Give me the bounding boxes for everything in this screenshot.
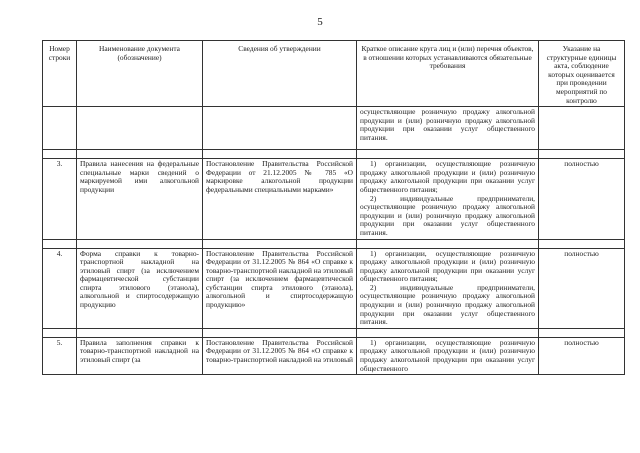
header-approval-info: Сведения об утверждении xyxy=(203,41,357,107)
document-name: Форма справки к товарно-транспортной накладной на этиловый спирт (за исключением фармацевтической субстанции спирта этилового (этанола), алкогольной и спиртосодержащую продукцию xyxy=(77,248,203,328)
scope-description xyxy=(357,159,539,239)
continuation-description xyxy=(357,107,539,150)
header-document-name: Наименование документа (обозначение) xyxy=(77,41,203,107)
scope-description xyxy=(357,248,539,328)
table-row xyxy=(43,159,625,239)
page-number: 5 xyxy=(317,16,323,28)
row-number: 5. xyxy=(43,337,77,374)
document-name: Правила нанесения на федеральные специальные марки сведений о маркируемой ими алкогольной продукции xyxy=(77,159,203,239)
scope-item-organizations: 1) организации, осуществляющие розничную продажу алкогольной продукции и (или) розничную продажу алкогольной продукции при оказании услуг общественного питания; xyxy=(360,248,535,284)
header-structural-units: Указание на структурные единицы акта, соблюдение которых оценивается при проведении мероприятий по контролю xyxy=(539,41,625,107)
approval-info: Постановление Правительства Российской Федерации от 21.12.2005 № 785 «О маркировке алкогольной продукции федеральными специальными марками» xyxy=(203,159,357,239)
structural-units: полностью xyxy=(539,337,625,374)
structural-units: полностью xyxy=(539,159,625,239)
row-number: 3. xyxy=(43,159,77,239)
structural-units: полностью xyxy=(539,248,625,328)
table-row xyxy=(43,248,625,328)
requirements-table xyxy=(42,40,625,375)
header-scope-description: Краткое описание круга лиц и (или) перечня объектов, в отношении которых устанавливаются обязательные требования xyxy=(357,41,539,107)
approval-info: Постановление Правительства Российской Федерации от 31.12.2005 № 864 «О справке к товарно-транспортной накладной на этиловый спирт (за исключением фармацевтической субстанции спирта этилового (этанола), алкогольной и спиртосодержащую продукцию» xyxy=(203,248,357,328)
scope-item-entrepreneurs: 2) индивидуальные предприниматели, осуществляющие розничную продажу алкогольной продукции и (или) розничную продажу алкогольной продукции при оказании услуг общественного питания. xyxy=(360,282,535,327)
table-row xyxy=(43,337,625,374)
approval-info: Постановление Правительства Российской Федерации от 31.12.2005 № 864 «О справке к товарно-транспортной накладной на этиловый xyxy=(203,337,357,374)
row-number: 4. xyxy=(43,248,77,328)
document-name: Правила заполнения справки к товарно-транспортной накладной на этиловый спирт (за xyxy=(77,337,203,374)
continuation-text: осуществляющие розничную продажу алкогольной продукции и (или) розничную продажу алкогольной продукции при оказании услуг общественного питания. xyxy=(360,107,535,142)
header-row-number: Номер строки xyxy=(43,41,77,107)
scope-item-organizations: 1) организации, осуществляющие розничную продажу алкогольной продукции и (или) розничную продажу алкогольной продукции при оказании услуг общественного питания; xyxy=(360,159,535,194)
scope-description xyxy=(357,337,539,374)
table-header-row xyxy=(43,41,625,107)
scope-item-entrepreneurs: 2) индивидуальные предприниматели, осуществляющие розничную продажу алкогольной продукции и (или) розничную продажу алкогольной продукции при оказании услуг общественного питания. xyxy=(360,193,535,237)
table-row-continuation xyxy=(43,107,625,150)
scope-item-organizations: 1) организации, осуществляющие розничную продажу алкогольной продукции и (или) розничную продажу алкогольной продукции при оказании услуг общественного xyxy=(360,337,535,373)
